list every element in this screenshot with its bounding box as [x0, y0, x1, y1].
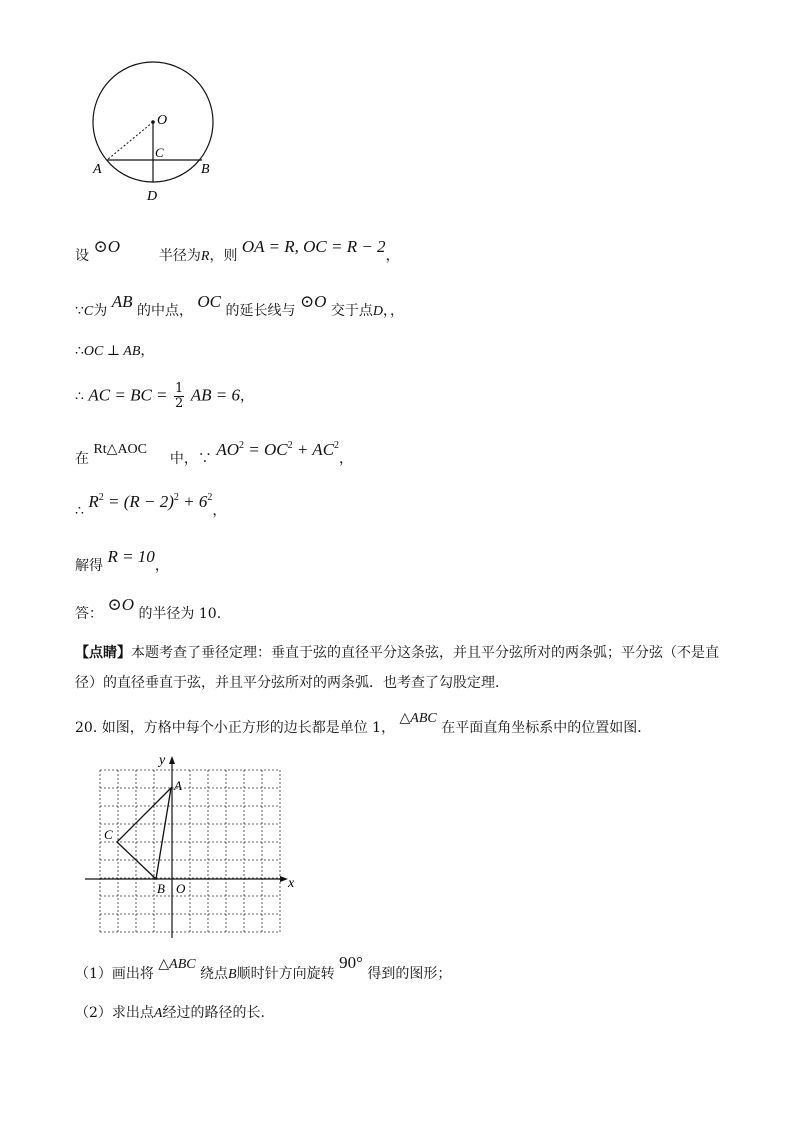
- solution-step-5: [75, 440, 354, 468]
- equation-oa-oc: OA = R, OC = R − 2: [241, 237, 386, 256]
- punct: ，: [385, 248, 400, 264]
- var-a: A: [153, 1006, 163, 1021]
- therefore-symbol: ∴: [75, 343, 84, 359]
- exponent: 2: [239, 440, 245, 451]
- var-b: B: [228, 967, 237, 982]
- x-axis-arrow: [280, 876, 288, 882]
- label-o: O: [176, 881, 186, 896]
- text-solve: 解得: [75, 558, 103, 574]
- solution-step-4: [75, 382, 254, 411]
- equation-pythagoras: [216, 440, 339, 459]
- term-oc: = OC: [244, 440, 288, 459]
- text-end: 得到的图形；: [367, 966, 452, 982]
- label-b: B: [201, 162, 210, 177]
- text-extension: 的延长线与: [225, 303, 296, 319]
- equation-ac-bc: AC = BC =: [88, 385, 168, 405]
- term-ac: + AC: [292, 440, 335, 459]
- segment-oc: OC: [197, 292, 222, 311]
- term-six: + 6: [178, 492, 208, 511]
- label-a: A: [174, 778, 182, 793]
- solution-step-6: [75, 492, 227, 520]
- exponent: 2: [173, 492, 179, 503]
- equation-perpendicular: OC ⊥ AB: [83, 344, 141, 359]
- therefore-symbol: ∴: [75, 388, 84, 405]
- punct: ，: [339, 451, 354, 467]
- segment-ab: AB: [111, 292, 133, 311]
- fraction-denominator: 2: [174, 396, 184, 411]
- label-y: y: [159, 753, 166, 768]
- var-d: D: [372, 304, 384, 319]
- because-symbol: ∵: [75, 303, 84, 319]
- comment-tag: 【点睛】: [75, 645, 131, 661]
- var-r: R: [88, 492, 99, 511]
- text-answer: 答：: [75, 606, 103, 622]
- text-rotate: 顺时针方向旋转: [236, 966, 335, 982]
- question-number: （1）: [75, 966, 112, 982]
- text-then: ，则: [209, 248, 238, 264]
- punct: ，: [140, 343, 155, 359]
- solution-step-2: [75, 292, 405, 320]
- y-axis-arrow: [169, 756, 175, 764]
- circle-symbol: ⊙O: [93, 237, 120, 256]
- triangle-abc-shape: [117, 788, 171, 879]
- equation-ab-6: AB = 6: [190, 385, 240, 405]
- text-wei: 为: [93, 303, 108, 319]
- solution-answer: [75, 595, 222, 623]
- solution-step-3: [75, 340, 154, 360]
- solution-step-1: [75, 237, 400, 265]
- comment-block: [75, 638, 725, 698]
- text-radius: 半径为: [158, 248, 201, 264]
- fraction-half: [174, 382, 184, 411]
- solution-step-7: [75, 547, 169, 575]
- punct: ，: [212, 503, 227, 519]
- text-radius-10: 的半径为 10.: [138, 606, 222, 622]
- equation-r-10: R = 10: [107, 547, 155, 566]
- text-midpoint: 的中点，: [136, 303, 193, 319]
- term-r-minus-2: = (R − 2): [103, 492, 174, 511]
- punct: ，: [154, 558, 169, 574]
- triangle-abc: △ABC: [399, 711, 437, 726]
- coordinate-grid-figure: [85, 750, 305, 945]
- problem-text-b: 在平面直角坐标系中的位置如图．: [441, 720, 652, 736]
- label-c: C: [155, 145, 164, 160]
- fraction-numerator: 1: [174, 381, 184, 396]
- exponent: 2: [98, 492, 104, 503]
- circle-figure: [85, 60, 225, 205]
- text-around: 绕点: [200, 966, 229, 982]
- circle-symbol: ⊙O: [299, 292, 327, 311]
- segment-oa-dashed: [107, 122, 153, 160]
- label-o: O: [157, 113, 168, 128]
- exponent: 2: [287, 440, 293, 451]
- triangle-aoc: Rt△AOC: [93, 442, 148, 457]
- question-2: [75, 1002, 265, 1022]
- triangle-abc: △ABC: [158, 957, 196, 972]
- var-c: C: [83, 304, 94, 319]
- label-d: D: [147, 189, 158, 204]
- text-she: 设: [75, 248, 89, 264]
- text-end: 经过的路径的长.: [162, 1005, 265, 1021]
- exponent: 2: [334, 440, 340, 451]
- label-c: C: [104, 827, 113, 842]
- circle-symbol: ⊙O: [107, 595, 134, 614]
- comment-text: 本题考查了垂径定理：垂直于弦的直径平分这条弦，并且平分弦所对的两条弧；平分弦（不是直径）的直径垂直于弦，并且平分弦所对的两条弧．也考查了勾股定理．: [75, 645, 719, 691]
- var-r: R: [200, 249, 210, 264]
- label-a: A: [93, 162, 102, 177]
- text-meet: 交于点: [330, 303, 373, 319]
- center-point: [151, 120, 155, 124]
- label-b: B: [157, 881, 165, 896]
- text-pre: 画出将: [111, 966, 154, 982]
- punct: ，: [239, 388, 254, 405]
- text-zai: 在: [75, 451, 89, 467]
- text-zhong: 中，∵: [169, 451, 212, 467]
- exponent: 2: [207, 492, 213, 503]
- label-x: x: [288, 876, 295, 891]
- question-number: （2）: [75, 1005, 112, 1021]
- question-1: [75, 953, 452, 983]
- problem-20: [75, 711, 652, 737]
- therefore-symbol: ∴: [75, 503, 84, 519]
- equation-r-squared: [88, 492, 212, 511]
- angle-90: 90°: [339, 953, 363, 972]
- term-ao: AO: [216, 440, 240, 459]
- problem-text-a: 如图，方格中每个小正方形的边长都是单位 1，: [101, 720, 396, 736]
- text-pre: 求出点: [111, 1005, 154, 1021]
- punct: ，，: [383, 303, 405, 319]
- problem-number: 20.: [75, 720, 98, 736]
